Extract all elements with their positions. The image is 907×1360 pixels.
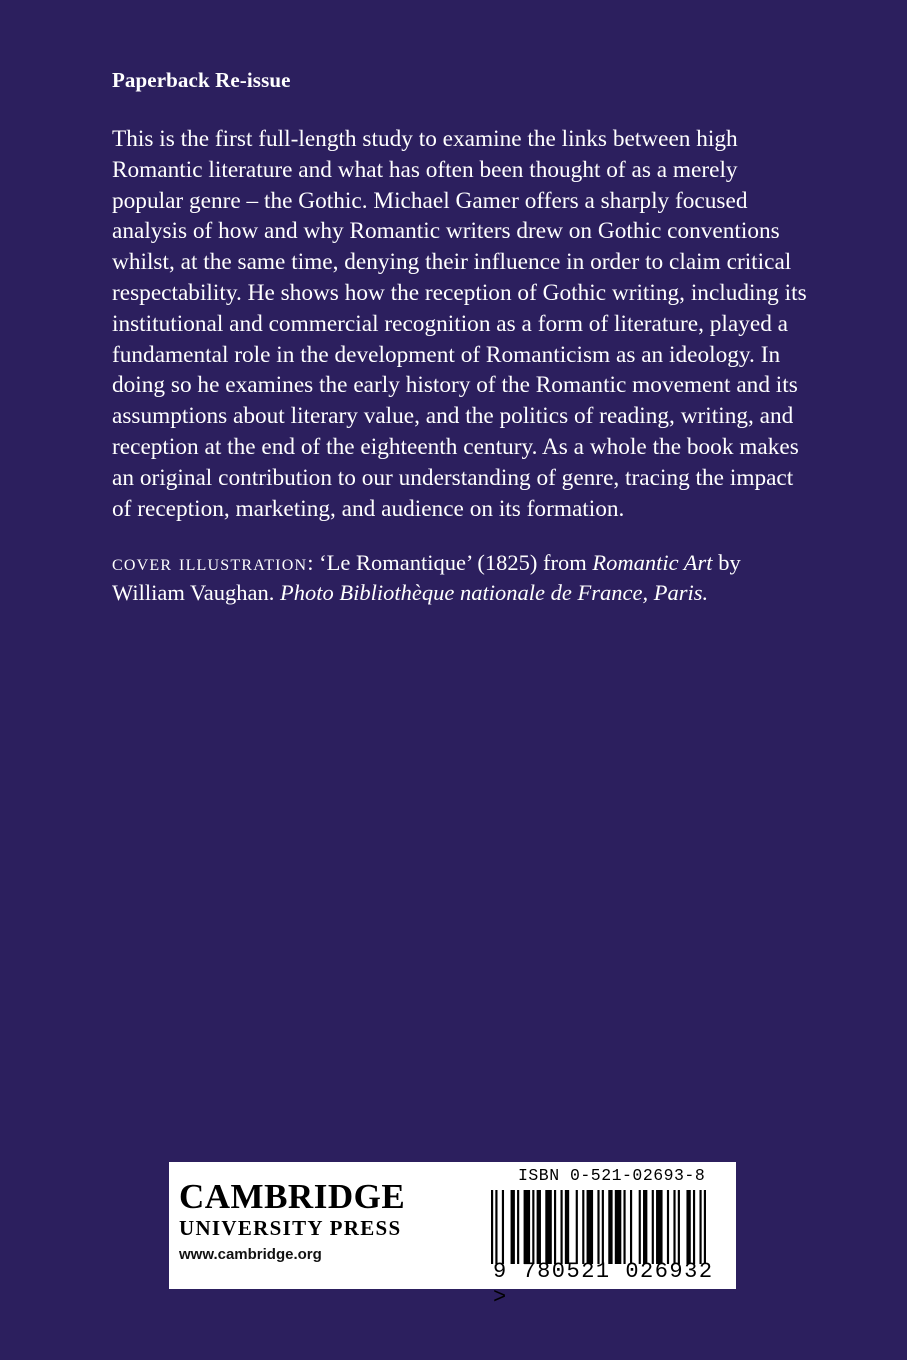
publisher-name: CAMBRIDGE (179, 1177, 406, 1216)
barcode-bar (582, 1190, 584, 1264)
barcode-bar (699, 1190, 701, 1264)
barcode-bar (524, 1190, 531, 1264)
barcode-bar (686, 1190, 690, 1264)
barcode-number: 9 780521 026932 > (493, 1259, 714, 1310)
credit-text-2: by William Vaughan. (112, 550, 741, 605)
barcode-bar (667, 1190, 669, 1264)
barcode-bar (532, 1190, 534, 1264)
barcode-bar (678, 1190, 680, 1264)
barcode-bar (502, 1190, 504, 1264)
publisher-url: www.cambridge.org (179, 1246, 322, 1263)
barcode-bar (545, 1190, 552, 1264)
barcode-bar (693, 1190, 695, 1264)
barcode-bar (623, 1190, 625, 1264)
barcode-bar (639, 1190, 641, 1264)
book-description: This is the first full-length study to examine the links between high Romantic literature and what has often been thought of as a merely popular genre – the Gothic. Michael Gamer offers a sharply focused analysis of how and why Romantic writers drew on Gothic conventions whilst, at the same time, denying their influence in order to claim critical respectability. He shows how the reception of Gothic writing, including its institutional and commercial recognition as a form of literature, played a fundamental role in the development of Romanticism as an ideology. In doing so he examines the early history of the Romantic movement and its assumptions about literary value, and the politics of reading, writing, and reception at the end of the eighteenth century. As a whole the book makes an original contribution to our understanding of genre, tracing the impact of reception, marketing, and audience on its formation. (112, 126, 807, 522)
isbn-label: ISBN 0-521-02693-8 (518, 1166, 706, 1185)
barcode-bar (491, 1190, 493, 1264)
barcode-bar (673, 1190, 675, 1264)
barcode-bar (565, 1190, 569, 1264)
barcode-bar (643, 1190, 647, 1264)
barcode-bar (560, 1190, 562, 1264)
barcode-bar (576, 1190, 578, 1264)
barcode-bar (602, 1190, 604, 1264)
publisher-barcode-panel (169, 1162, 736, 1310)
barcode-bar (495, 1190, 497, 1264)
barcode-bar (656, 1190, 663, 1264)
credit-text-1: : ‘Le Romantique’ (1825) from (307, 550, 593, 575)
barcode-bar (587, 1190, 594, 1264)
barcode-bar (511, 1190, 515, 1264)
barcode-bar (615, 1190, 622, 1264)
cambridge-logo (179, 1177, 406, 1263)
barcode-bar (608, 1190, 612, 1264)
barcode-icon (491, 1190, 706, 1264)
barcode-bar (517, 1190, 519, 1264)
barcode-bar (630, 1190, 632, 1264)
barcode-bar (704, 1190, 706, 1264)
barcode-bar (554, 1190, 556, 1264)
barcode-bar (652, 1190, 654, 1264)
barcode-bar (537, 1190, 541, 1264)
credit-photo-source: Photo Bibliothèque nationale de France, Paris. (280, 580, 709, 605)
credit-book-title: Romantic Art (592, 550, 713, 575)
barcode-bar (597, 1190, 599, 1264)
cover-illustration-credit (112, 548, 812, 608)
credit-label: cover illustration (112, 550, 308, 575)
publisher-subtitle: UNIVERSITY PRESS (179, 1216, 402, 1240)
reissue-heading: Paperback Re-issue (112, 68, 291, 92)
